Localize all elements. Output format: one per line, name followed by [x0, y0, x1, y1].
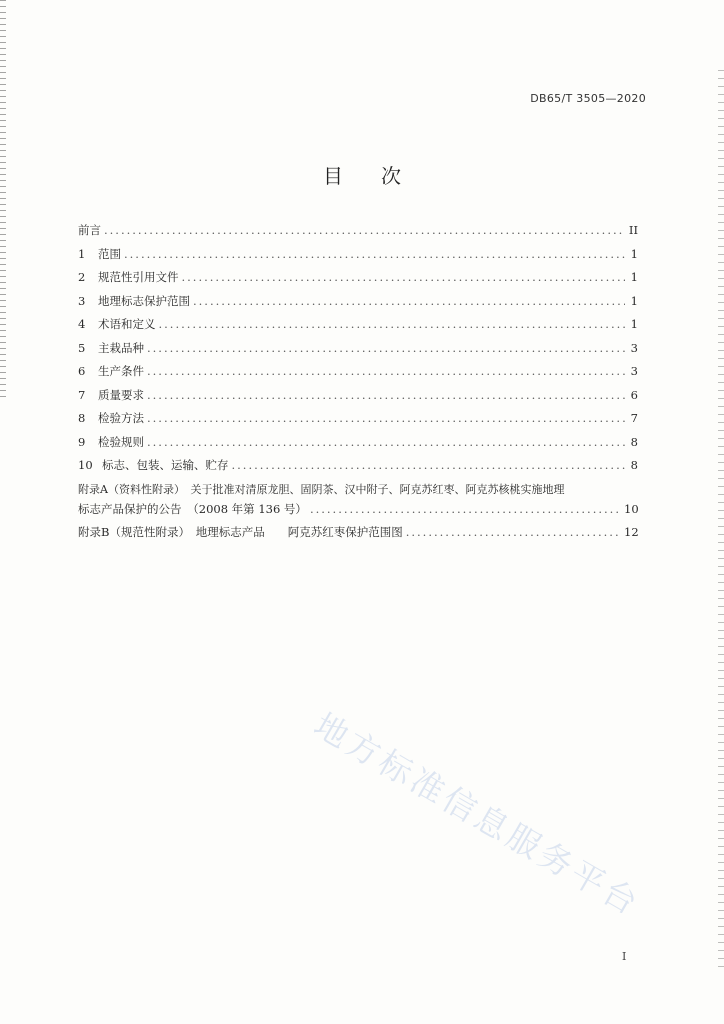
leader-dots — [104, 223, 625, 237]
toc-entry-number: 1 — [78, 246, 86, 261]
appendix-b-label: 附录B（规范性附录） 地理标志产品 阿克苏红枣保护范围图 — [78, 525, 403, 539]
toc-entry-number: 10 — [78, 458, 93, 472]
toc-entry-label: 术语和定义 — [98, 317, 156, 331]
leader-dots — [147, 388, 625, 402]
toc-entry-label: 检验规则 — [98, 434, 144, 449]
toc-entry-number: 3 — [78, 293, 86, 308]
leader-dots — [147, 435, 625, 449]
appendix-b[interactable] — [78, 524, 638, 548]
toc-entry-number: 7 — [78, 387, 86, 402]
appendix-a-label-line1: 附录A（资料性附录） 关于批准对清原龙胆、固阴茶、汉中附子、阿克苏红枣、阿克苏核桃实施地理 — [78, 482, 565, 496]
toc-entry[interactable] — [78, 246, 638, 270]
toc-entry-label: 生产条件 — [98, 364, 144, 378]
table-of-contents — [78, 222, 638, 548]
toc-entry-number: 5 — [78, 340, 86, 355]
appendix-a-line1[interactable] — [78, 481, 638, 501]
leader-dots — [147, 364, 625, 378]
leader-dots — [147, 341, 625, 355]
toc-entry-page: 1 — [630, 270, 638, 284]
toc-entry[interactable] — [78, 340, 638, 364]
toc-entry-page: 8 — [630, 458, 638, 472]
appendix-a-page: 10 — [624, 501, 639, 516]
leader-dots — [159, 317, 626, 331]
toc-entry-number: 2 — [78, 270, 86, 284]
leader-dots — [147, 411, 625, 425]
leader-dots — [232, 458, 626, 472]
toc-entry-label: 主栽品种 — [98, 340, 144, 355]
toc-entry-page: 8 — [630, 434, 638, 449]
toc-entry-page: 1 — [630, 246, 638, 261]
leader-dots — [182, 270, 626, 284]
toc-entry[interactable] — [78, 363, 638, 387]
page-title: 目次 — [323, 164, 439, 188]
toc-entry-page: 1 — [630, 317, 638, 331]
toc-entry[interactable] — [78, 316, 638, 340]
toc-entry-label: 地理标志保护范围 — [98, 293, 190, 308]
toc-entry[interactable] — [78, 293, 638, 317]
toc-entry-label: 检验方法 — [98, 411, 144, 425]
leader-dots — [310, 502, 621, 516]
toc-entry-page: 6 — [630, 387, 638, 402]
toc-entry[interactable] — [78, 434, 638, 458]
standard-number: DB65/T 3505—2020 — [530, 92, 646, 105]
toc-entry-label: 前言 — [78, 223, 101, 237]
toc-entry-number: 4 — [78, 317, 86, 331]
toc-entry[interactable] — [78, 410, 638, 434]
leader-dots — [406, 525, 621, 539]
leader-dots — [124, 247, 625, 261]
toc-entry-label: 标志、包装、运输、贮存 — [102, 458, 229, 472]
appendix-a-line2[interactable] — [78, 501, 638, 525]
toc-entry-label: 规范性引用文件 — [98, 270, 179, 284]
watermark: 地方标准信息服务平台 — [307, 705, 648, 924]
toc-entry-label: 范围 — [98, 246, 121, 261]
toc-entry-number: 8 — [78, 411, 86, 425]
toc-entry-number: 9 — [78, 434, 86, 449]
toc-entry-page: 3 — [630, 364, 638, 378]
toc-entry[interactable] — [78, 457, 638, 481]
appendix-a-label-line2: 标志产品保护的公告 （2008 年第 136 号） — [78, 501, 307, 516]
toc-entry-page: 7 — [630, 411, 638, 425]
toc-entry-label: 质量要求 — [98, 387, 144, 402]
toc-entry-number: 6 — [78, 364, 86, 378]
page-number: I — [622, 950, 627, 963]
toc-entry[interactable] — [78, 387, 638, 411]
appendix-b-page: 12 — [624, 525, 639, 539]
toc-entry-page: 3 — [630, 340, 638, 355]
toc-entry[interactable] — [78, 269, 638, 293]
scan-edge-left — [0, 0, 6, 400]
leader-dots — [193, 294, 625, 308]
scan-edge-right — [718, 70, 724, 970]
toc-entry-page: II — [628, 223, 638, 237]
toc-entry[interactable] — [78, 222, 638, 246]
toc-entry-page: 1 — [630, 293, 638, 308]
